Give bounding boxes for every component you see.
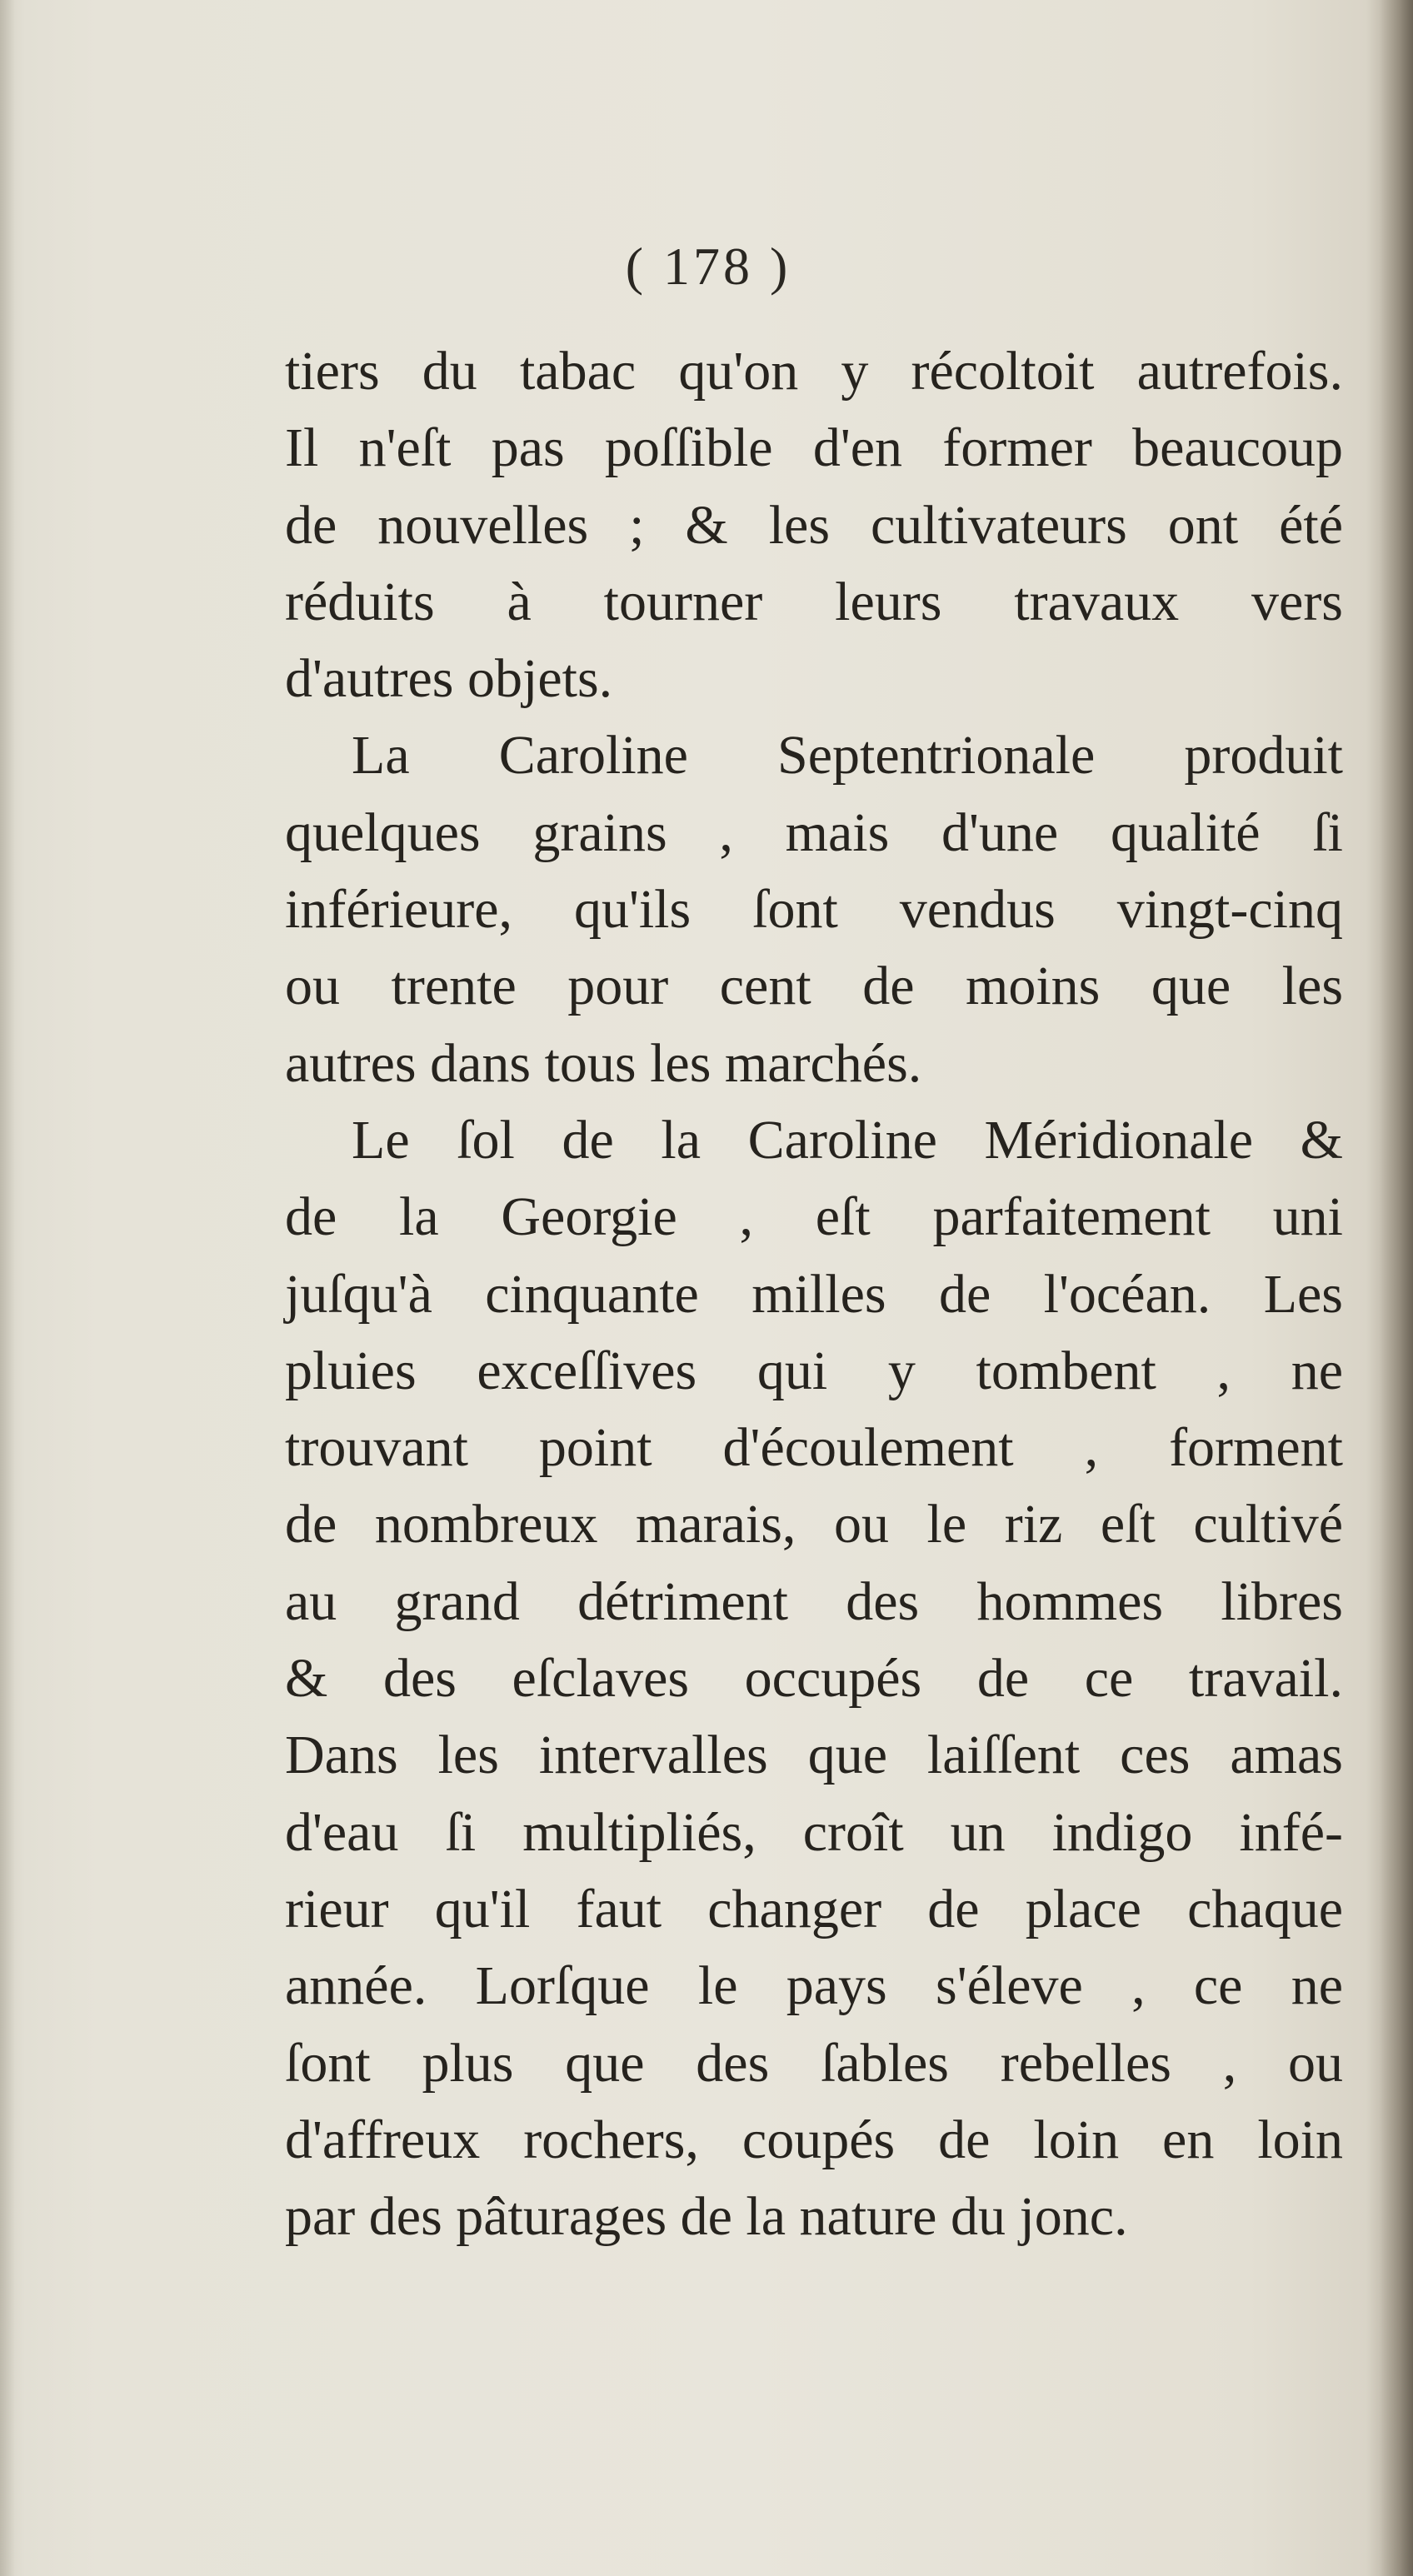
text-line: ou trente pour cent de moins que les — [285, 956, 1343, 1017]
text-line: rieur qu'il faut changer de place chaque — [285, 1878, 1343, 1939]
text-line: de nombreux marais, ou le riz eſt cultivé — [285, 1494, 1343, 1555]
text-line-paragraph-start: Le ſol de la Caroline Méridionale & — [352, 1109, 1343, 1171]
text-line: de la Georgie , eſt parfaitement uni — [285, 1186, 1343, 1248]
text-line: par des pâturages de la nature du jonc. — [285, 2186, 1128, 2248]
text-line: d'eau ſi multipliés, croît un indigo infé- — [285, 1801, 1343, 1863]
text-line: année. Lorſque le pays s'éleve , ce ne — [285, 1955, 1343, 2017]
page-number: ( 178 ) — [625, 237, 791, 296]
text-line: Dans les intervalles que laiſſent ces amas — [285, 1725, 1343, 1786]
text-line: pluies exceſſives qui y tombent , ne — [285, 1340, 1343, 1401]
text-line: d'autres objets. — [285, 648, 613, 710]
text-line: trouvant point d'écoulement , forment — [285, 1417, 1343, 1479]
text-line: & des eſclaves occupés de ce travail. — [285, 1648, 1343, 1710]
binding-gutter-shadow — [1380, 0, 1413, 2576]
text-line: autres dans tous les marchés. — [285, 1032, 922, 1094]
text-line: tiers du tabac qu'on y récoltoit autrefois. — [285, 341, 1343, 402]
text-line: inférieure, qu'ils ſont vendus vingt-cinq — [285, 879, 1343, 941]
page-left-edge — [0, 0, 15, 2576]
text-line: au grand détriment des hommes libres — [285, 1570, 1343, 1632]
text-line: réduits à tourner leurs travaux vers — [285, 571, 1343, 632]
text-line: ſont plus que des ſables rebelles , ou — [285, 2032, 1343, 2094]
text-line-paragraph-start: La Caroline Septentrionale produit — [352, 725, 1343, 786]
text-line: juſqu'à cinquante milles de l'océan. Les — [285, 1263, 1343, 1325]
text-line: d'affreux rochers, coupés de loin en loin — [285, 2109, 1343, 2170]
text-line: quelques grains , mais d'une qualité ſi — [285, 801, 1343, 863]
body-text — [285, 333, 1343, 2255]
text-line: Il n'eſt pas poſſible d'en former beaucoup — [285, 417, 1343, 479]
text-line: de nouvelles ; & les cultivateurs ont été — [285, 494, 1343, 556]
